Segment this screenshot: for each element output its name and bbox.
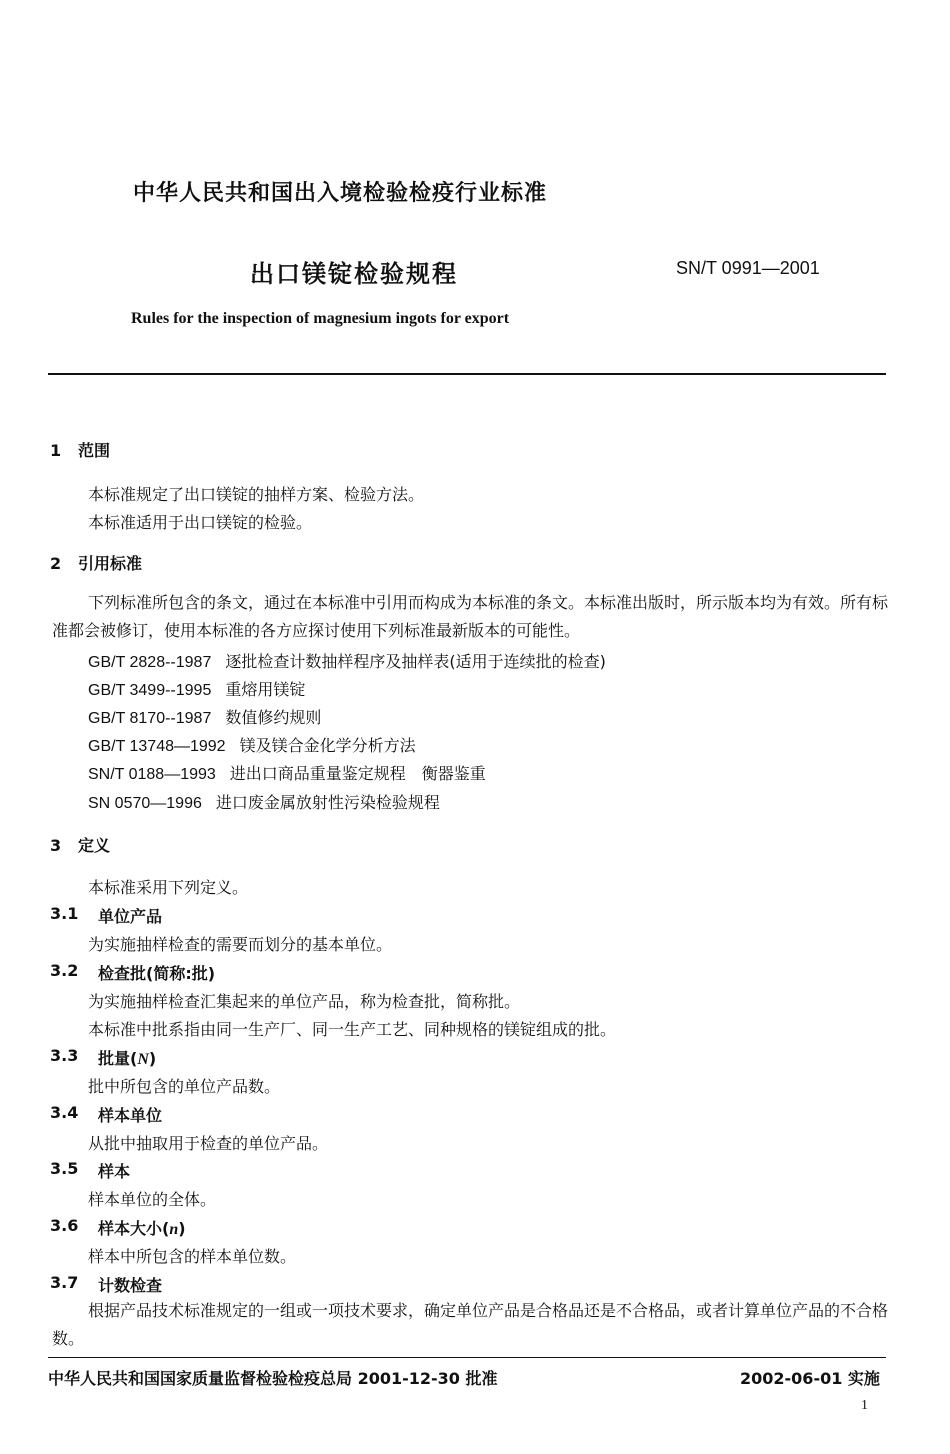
- definition-text: 从批中抽取用于检查的单位产品。: [88, 1134, 329, 1153]
- reference-title: 逐批检查计数抽样程序及抽样表(适用于连续批的检查): [225, 652, 606, 671]
- section-3-heading: [50, 833, 110, 856]
- paragraph: 本标准适用于出口镁锭的检验。: [88, 513, 313, 532]
- definition-term: 单位产品: [98, 907, 163, 926]
- definition-text: 样本中所包含的样本单位数。: [88, 1247, 297, 1266]
- section-title: 范围: [78, 441, 111, 460]
- definition-term: 计数检查: [98, 1276, 163, 1295]
- definition-number: 3.3: [50, 1046, 79, 1065]
- issuing-body: 中华人民共和国出入境检验检疫行业标准: [133, 181, 548, 206]
- reference-item: [88, 733, 416, 756]
- reference-code: SN/T 0188—1993: [88, 766, 216, 783]
- definition-term: [98, 1046, 156, 1069]
- reference-code: GB/T 2828--1987: [88, 654, 212, 671]
- reference-code: GB/T 13748—1992: [88, 738, 226, 755]
- definition-text: 样本单位的全体。: [88, 1190, 217, 1209]
- approval-line: 中华人民共和国国家质量监督检验检疫总局 2001-12-30 批准: [48, 1369, 498, 1388]
- definition-text: 批中所包含的单位产品数。: [88, 1077, 281, 1096]
- reference-item: [88, 790, 440, 813]
- reference-title: 数值修约规则: [225, 708, 322, 727]
- reference-title: 进口废金属放射性污染检验规程: [215, 793, 440, 812]
- term-text-end: ): [148, 1049, 157, 1068]
- term-text: 样本大小(: [98, 1219, 170, 1238]
- reference-code: SN 0570—1996: [88, 795, 202, 812]
- definition-number: 3.6: [50, 1216, 79, 1235]
- reference-item: [88, 677, 305, 700]
- implementation-date: 2002-06-01 实施: [740, 1369, 880, 1388]
- definition-term: 样本单位: [98, 1106, 163, 1125]
- section-number: 2: [50, 554, 62, 573]
- definition-text: 为实施抽样检查汇集起来的单位产品，称为检查批，简称批。: [88, 992, 521, 1011]
- definition-term: 检查批(简称:批): [98, 964, 216, 983]
- term-text: 批量(: [98, 1049, 138, 1068]
- term-symbol: N: [137, 1051, 149, 1068]
- paragraph: 本标准采用下列定义。: [88, 878, 249, 897]
- definition-text: 本标准中批系指由同一生产厂、同一生产工艺、同种规格的镁锭组成的批。: [88, 1020, 617, 1039]
- reference-item: [88, 705, 321, 728]
- paragraph: 下列标准所包含的条文，通过在本标准中引用而构成为本标准的条文。本标准出版时，所示版本均为有效。所有标准都会被修订，使用本标准的各方应探讨使用下列标准最新版本的可能性。: [52, 593, 889, 640]
- page-number: 1: [861, 1398, 868, 1413]
- section-number: 3: [50, 836, 62, 855]
- reference-code: GB/T 3499--1995: [88, 682, 212, 699]
- document-title: 出口镁锭检验规程: [250, 260, 458, 288]
- section-title: 引用标准: [78, 554, 143, 573]
- term-symbol: n: [169, 1221, 179, 1238]
- reference-item: [88, 649, 606, 672]
- definition-term: [98, 1216, 186, 1239]
- section-1-heading: [50, 438, 110, 461]
- definition-term: 样本: [98, 1162, 131, 1181]
- header-divider: [48, 373, 886, 375]
- term-text-end: ): [178, 1219, 186, 1238]
- section-2-heading: [50, 551, 142, 574]
- section-title: 定义: [78, 836, 111, 855]
- reference-item: [88, 761, 486, 784]
- definition-number: 3.1: [50, 904, 79, 923]
- reference-title: 重熔用镁锭: [225, 680, 306, 699]
- definition-number: 3.5: [50, 1159, 79, 1178]
- english-title: Rules for the inspection of magnesium ingots for export: [131, 310, 510, 327]
- definition-number: 3.7: [50, 1273, 79, 1292]
- footer-divider: [48, 1357, 886, 1358]
- paragraph: 本标准规定了出口镁锭的抽样方案、检验方法。: [88, 485, 425, 504]
- definition-number: 3.4: [50, 1103, 79, 1122]
- reference-code: GB/T 8170--1987: [88, 710, 212, 727]
- definition-text: 为实施抽样检查的需要而划分的基本单位。: [88, 935, 393, 954]
- section-number: 1: [50, 441, 62, 460]
- standard-code: SN/T 0991—2001: [676, 258, 820, 278]
- reference-title: 镁及镁合金化学分析方法: [239, 736, 416, 755]
- definition-number: 3.2: [50, 961, 79, 980]
- definition-text: 根据产品技术标准规定的一组或一项技术要求，确定单位产品是合格品还是不合格品，或者计算单位产品的不合格数。: [52, 1301, 889, 1348]
- reference-title: 进出口商品重量鉴定规程 衡器鉴重: [229, 764, 486, 783]
